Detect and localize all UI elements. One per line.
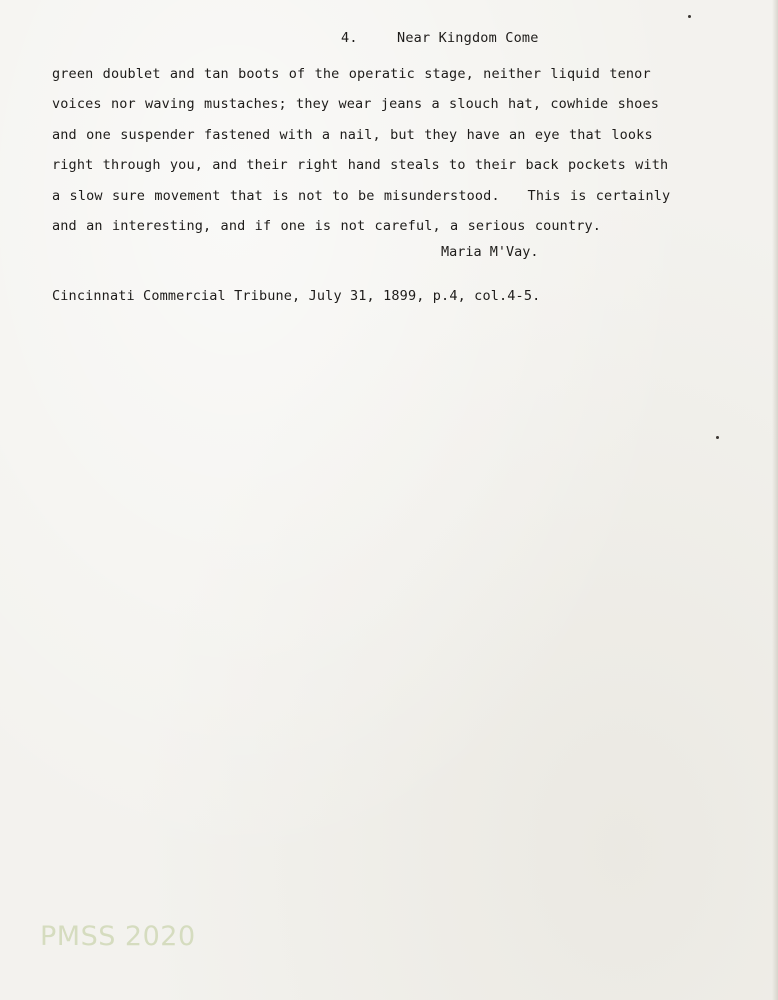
text-line: right through you, and their right hand steals to their back pockets with	[52, 157, 669, 174]
page-number: 4.	[341, 30, 358, 46]
ink-speck	[688, 15, 691, 18]
watermark: PMSS 2020	[40, 921, 196, 952]
text-line: and one suspender fastened with a nail, but they have an eye that looks	[52, 126, 653, 143]
text-line: green doublet and tan boots of the operatic stage, neither liquid tenor	[52, 66, 651, 82]
page-edge-shadow	[772, 0, 778, 1000]
source-citation: Cincinnati Commercial Tribune, July 31, 1899, p.4, col.4-5.	[52, 288, 541, 304]
page-title: Near Kingdom Come	[397, 30, 539, 46]
text-line: and an interesting, and if one is not careful, a serious country.	[52, 217, 602, 234]
body-text	[52, 59, 742, 241]
page-header	[341, 30, 539, 46]
text-line: a slow sure movement that is not to be misunderstood. This is certainly	[52, 187, 671, 204]
text-line: voices nor waving mustaches; they wear jeans a slouch hat, cowhide shoes	[52, 96, 659, 113]
author-signature: Maria M'Vay.	[441, 244, 539, 260]
ink-speck	[716, 436, 719, 439]
